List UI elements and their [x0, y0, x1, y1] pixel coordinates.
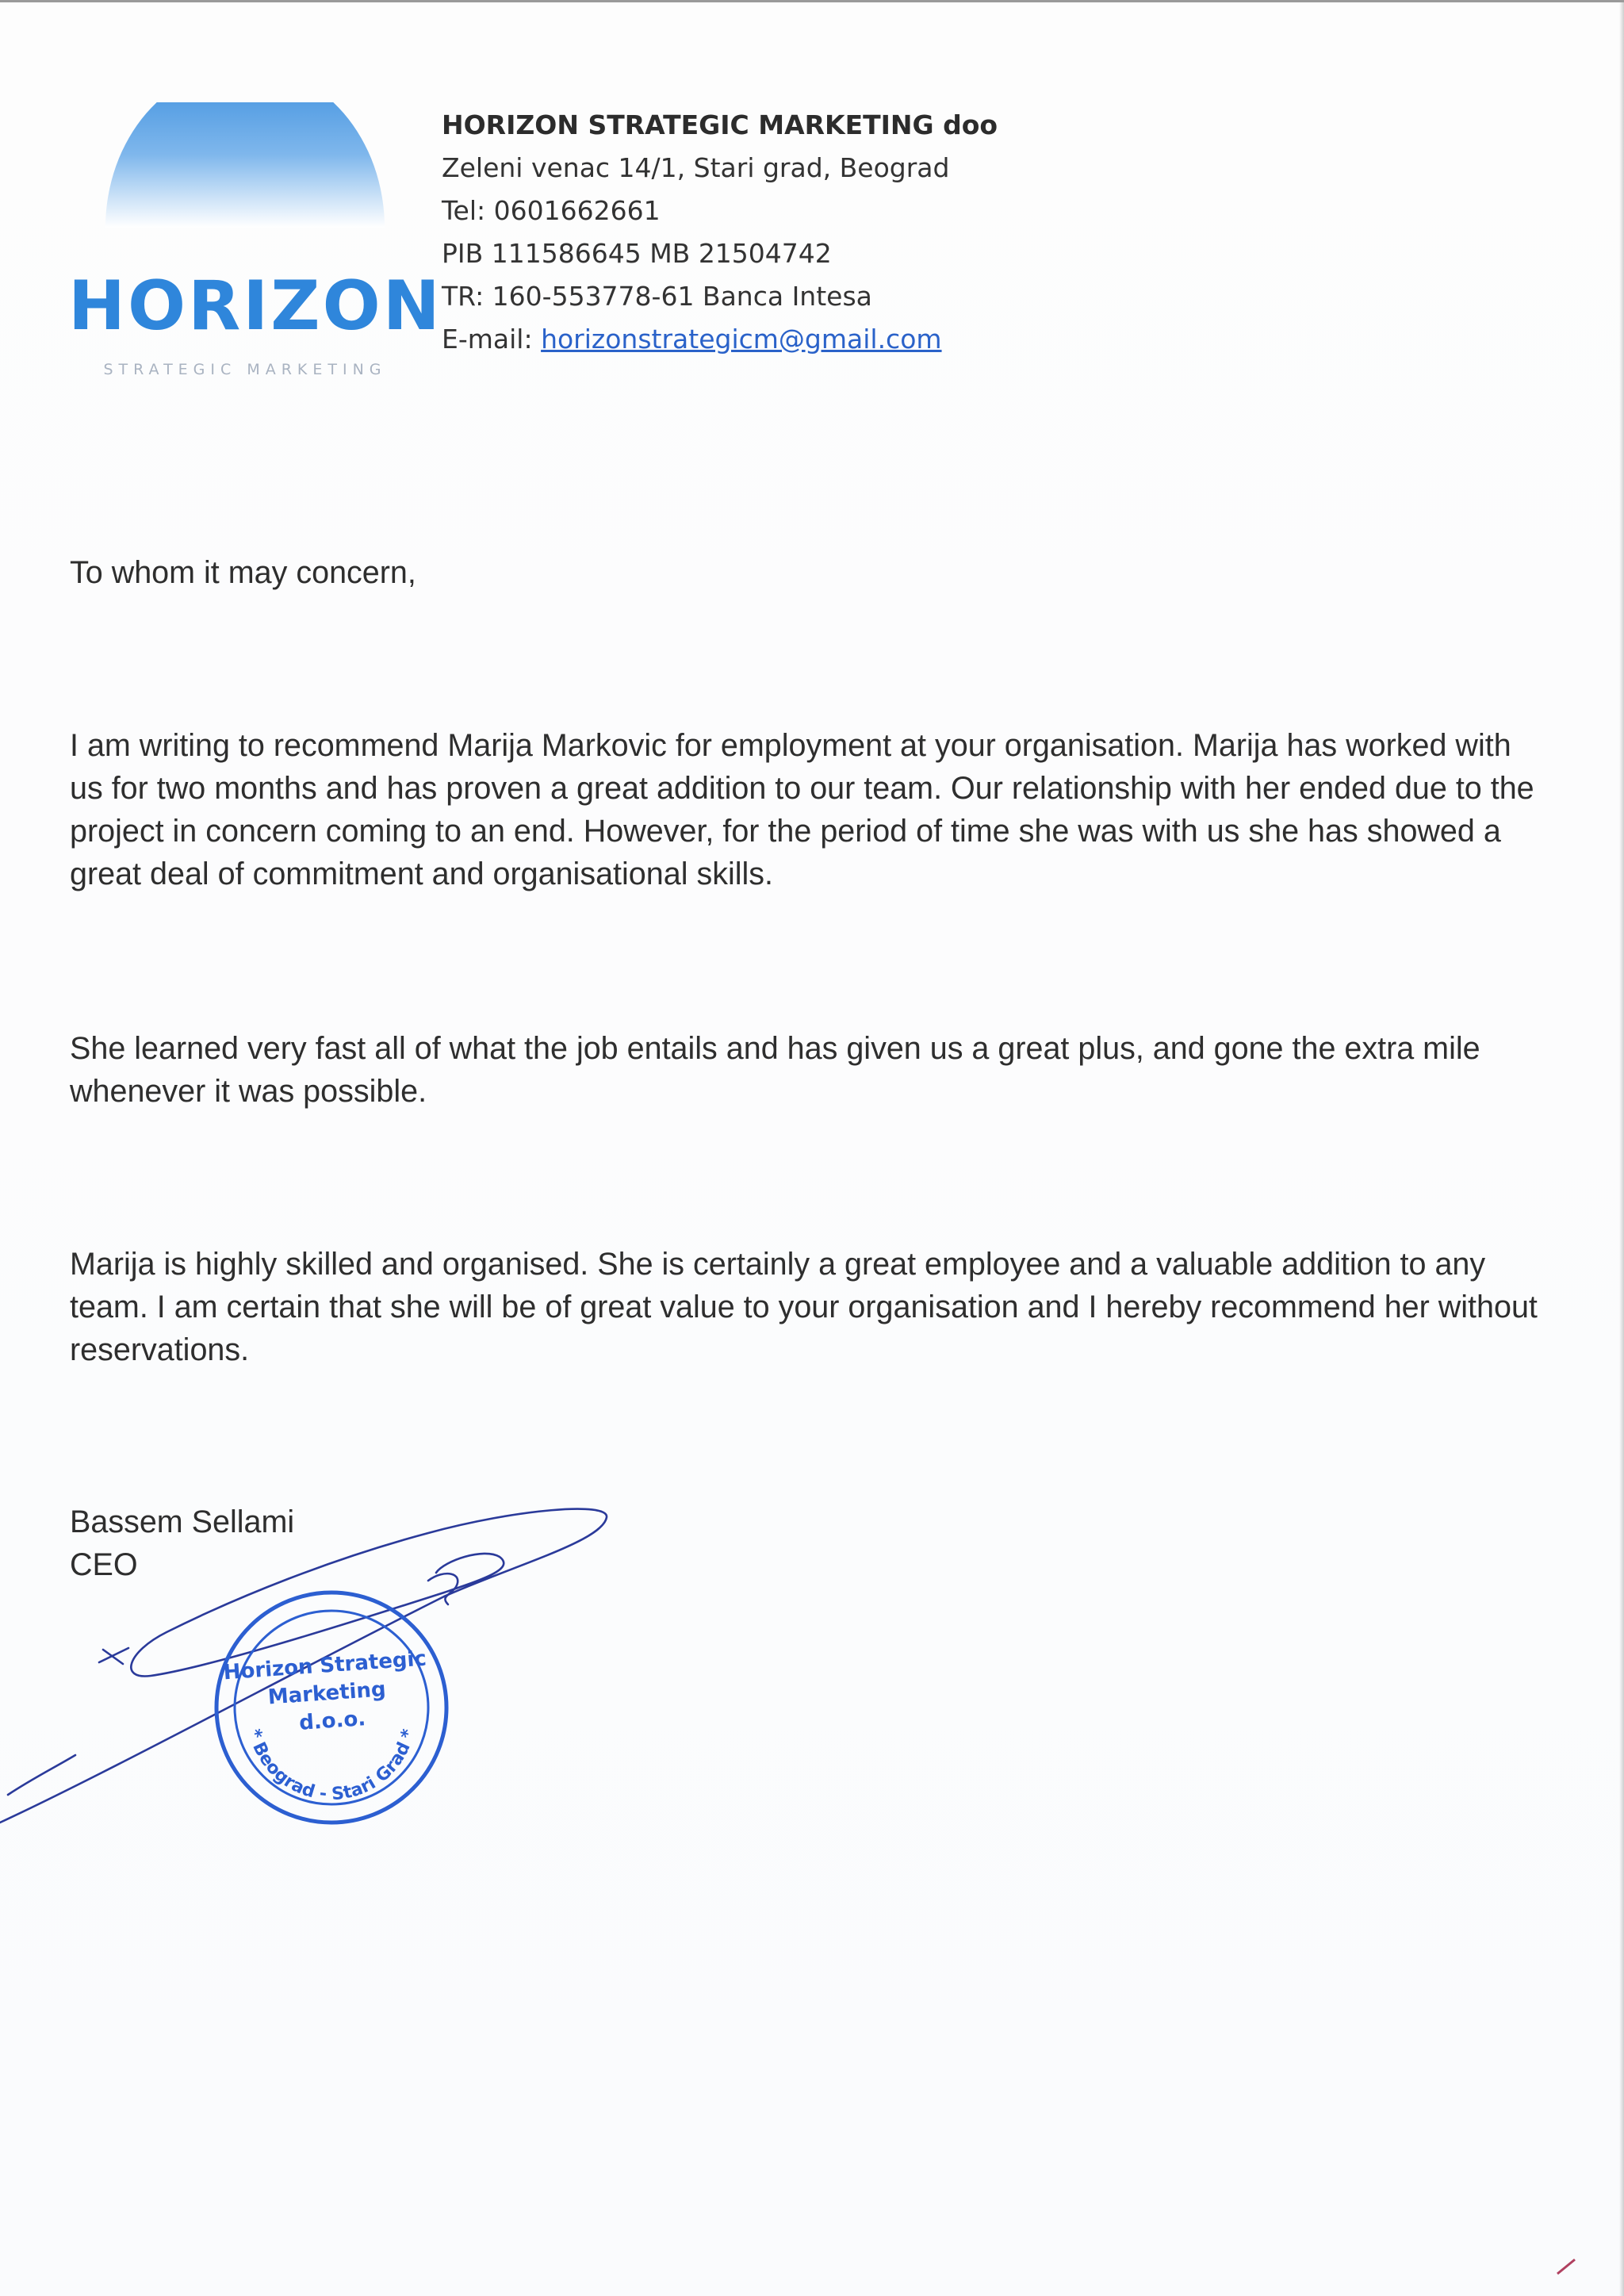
company-address: Zeleni venac 14/1, Stari grad, Beograd [442, 152, 950, 183]
paragraph-2: She learned very fast all of what the job entails and has given us a great plus, and gone the extra mile whenever it was possible. [70, 1031, 1480, 1109]
company-bank: TR: 160-553778-61 Banca Intesa [442, 281, 872, 312]
logo-wordmark: HORIZON [68, 266, 442, 346]
paragraph-3: Marija is highly skilled and organised. She is certainly a great employee and a valuable addition to any team. I am certain that she will be of great value to your organisation and I hereby recommend her without reservations. [70, 1247, 1538, 1367]
stamp-line-3: d.o.o. [298, 1707, 367, 1735]
svg-text:* Beograd - Stari Grad * [244, 1727, 419, 1804]
scan-artifact-icon [1556, 2255, 1580, 2279]
email-link[interactable]: horizonstrategicm@gmail.com [541, 324, 942, 355]
email-label: E-mail: [442, 324, 542, 355]
signer-name: Bassem Sellami [70, 1504, 295, 1539]
logo-tagline: STRATEGIC MARKETING [103, 361, 387, 378]
signature-and-stamp [0, 1493, 650, 1858]
company-ids: PIB 111586645 MB 21504742 [442, 238, 832, 269]
company-phone: Tel: 0601662661 [442, 195, 661, 226]
paragraph-1: I am writing to recommend Marija Markovic for employment at your organisation. Marija has worked with us for two months and has proven a great addition to our team. Our relationship with her ended due to the project in concern coming to an end. However, for the period of time she was with us she has showed a great deal of commitment and organisational skills. [70, 728, 1534, 891]
horizon-sun-icon [68, 102, 422, 277]
company-logo [68, 102, 442, 388]
stamp-ring-text: * Beograd - Stari Grad * [243, 1727, 419, 1805]
greeting: To whom it may concern, [70, 555, 416, 590]
company-name: HORIZON STRATEGIC MARKETING doo [442, 109, 998, 140]
scan-edge [1619, 2, 1624, 2296]
stamp-line-1: Horizon Strategic [222, 1646, 427, 1685]
stamp-line-2: Marketing [266, 1677, 387, 1710]
company-email-line [442, 318, 1076, 361]
signer-title: CEO [70, 1547, 138, 1582]
company-info [442, 104, 1076, 361]
